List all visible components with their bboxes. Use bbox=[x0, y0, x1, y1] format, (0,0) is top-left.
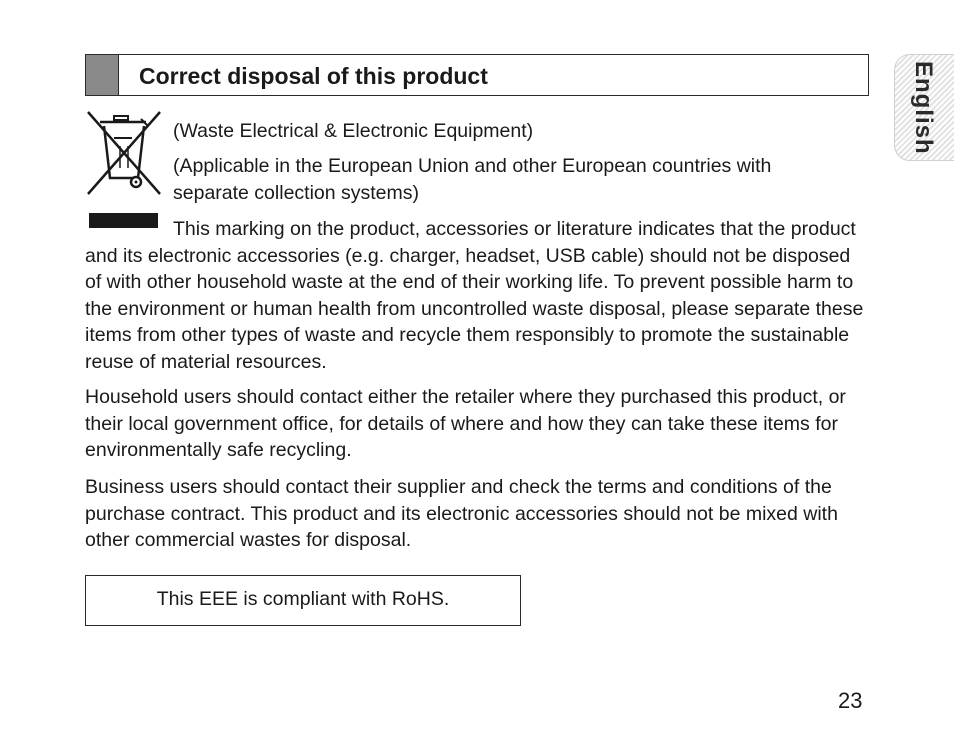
paragraph-2: Household users should contact either the retailer where they purchased this product, or their local government office, for details of where and how they can take these items for environmentally safe recycling. bbox=[85, 386, 846, 461]
language-tab-label: English bbox=[910, 60, 937, 155]
page-number: 23 bbox=[838, 688, 863, 713]
section-header bbox=[85, 54, 869, 96]
paragraph-1: This marking on the product, accessories or literature indicates that the product and its electronic accessories (e.g. charger, headset, USB cable) should not be disposed of with other household waste at the end of their working life. To prevent possible harm to the environment or human health from uncontrolled waste disposal, please separate these items from other types of waste and recycle them responsibly to promote the sustainable reuse of material resources. bbox=[85, 218, 864, 373]
rohs-notice-box bbox=[85, 575, 521, 626]
rohs-notice-text: This EEE is compliant with RoHS. bbox=[156, 588, 450, 610]
weee-line-2: (Applicable in the European Union and other European countries with separate collection systems) bbox=[173, 155, 772, 204]
section-title: Correct disposal of this product bbox=[139, 63, 488, 89]
paragraph-3: Business users should contact their supplier and check the terms and conditions of the purchase contract. This product and its electronic accessories should not be mixed with other commercial wastes for disposal. bbox=[85, 476, 838, 551]
language-tab bbox=[894, 54, 954, 161]
weee-line-1: (Waste Electrical & Electronic Equipment) bbox=[173, 120, 534, 142]
header-marker bbox=[86, 55, 119, 95]
crossed-out-wheeled-bin-icon bbox=[84, 108, 164, 198]
